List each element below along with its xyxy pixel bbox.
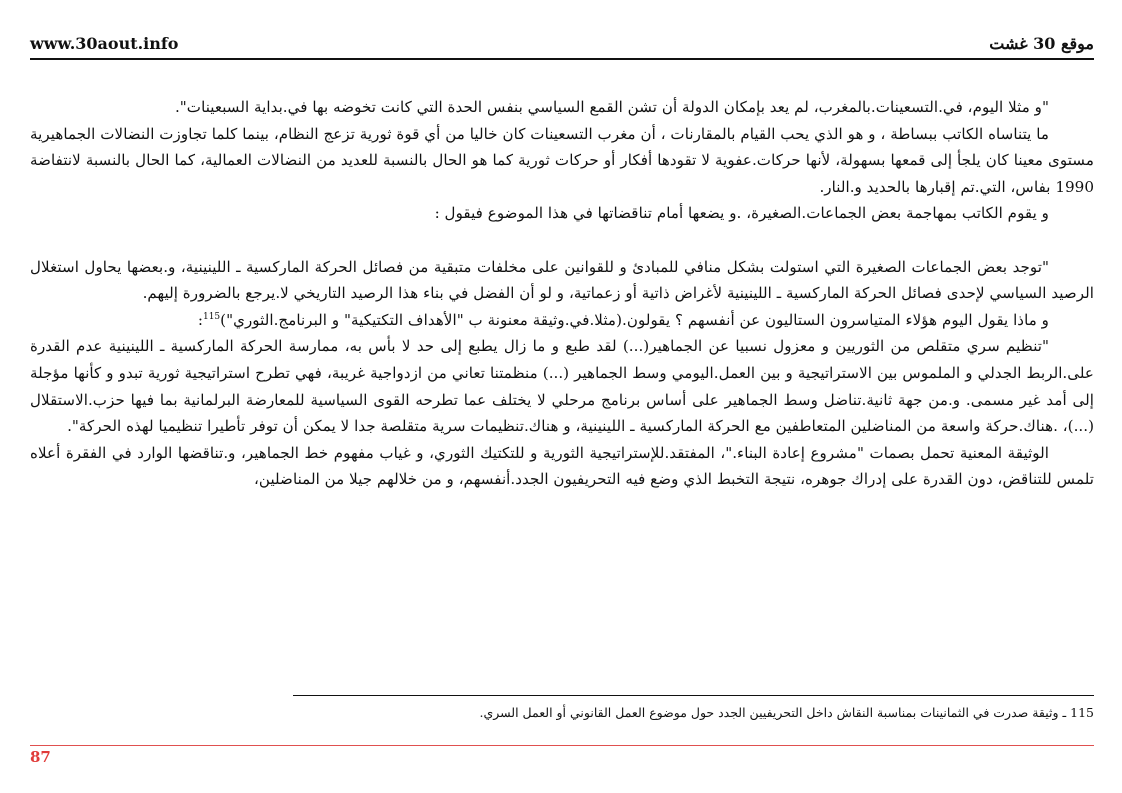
paragraph-6: "تنظيم سري متقلص من الثوريين و معزول نسبيا عن الجماهير(...) لقد طبع و ما زال يطبع إلى حد لا بأس به، ممارسة الحركة الماركسية ـ اللينينية عدم القدرة على.الربط الجدلي و الملموس بين الاستراتيجية و بين العمل.اليومي وسط الجماهير (...) منظمتنا تعاني من ازدواجية غريبة، فهي تطرح استراتيجية ثورية تبدو و كأنها مؤجلة إلى أمد غير مسمى. و.من جهة ثانية.تناضل وسط الجماهير على أساس برنامج مرحلي لا يختلف عما تطرحه القوى السياسية للمعارضة البرلمانية بما فيها حزب.الاستقلال (...)، .هناك.حركة واسعة من المناضلين المتعاطفين مع الحركة الماركسية ـ اللينينية، و هناك.تنظيمات سرية متقلصة جدا لا يمكن أن توفر تأطيرا تنظيميا لهذه الحركة". — [30, 337, 1094, 436]
site-name: موقع 30 غشت — [989, 34, 1094, 53]
paragraph-1: "و مثلا اليوم، في.التسعينات.بالمغرب، لم يعد بإمكان الدولة أن تشن القمع السياسي بنفس الحدة التي كانت تخوضه بها في.بداية السبعينات". — [174, 98, 1049, 116]
paragraph-7: الوثيقة المعنية تحمل بصمات "مشروع إعادة البناء."، المفتقد.للإستراتيجية الثورية و للتكتيك الثوري، و غياب مفهوم خط الجماهير، و.تناقضها الوارد في الفقرة أعلاه تلمس للتناقض، دون القدرة على إدراك جوهره، نتيجة التخبط الذي وضع فيه التحريفيون الجدد.أنفسهم، و من خلالهم جيلا من المناضلين، — [30, 443, 1094, 489]
paragraph-5-text: و ماذا يقول اليوم هؤلاء المتياسرون الستاليون عن أنفسهم ؟ يقولون.(مثلا.في.وثيقة معنونة ب "الأهداف التكتيكية" و البرنامج.الثوري") — [220, 310, 1049, 329]
footnote-divider — [293, 695, 1094, 696]
paragraph-3: و يقوم الكاتب بمهاجمة بعض الجماعات.الصغيرة، .و يضعها أمام تناقضاتها في هذا الموضوع فيقول : — [434, 204, 1049, 223]
footnote-reference[interactable]: 115 — [202, 311, 221, 322]
paragraph-2: ما يتناساه الكاتب ببساطة ، و هو الذي يحب القيام بالمقارنات ، أن مغرب التسعينات كان خاليا من أي قوة ثورية تزعج النظام، بينما كلما تجاوزت النضالات الجماهيرية مستوى معينا كان يلجأ إلى قمعها بسهولة، لأنها حركات.عفوية لا تقودها أفكار أو حركات ثورية كما هو الحال بالنسبة للعديد من النضالات العمالية، كما الحال بالنسبة لانتفاضة 1990 بفاس، التي.تم إقبارها بالحديد و.النار. — [30, 124, 1094, 196]
site-url: www.30aout.info — [30, 34, 179, 53]
page-number: 87 — [30, 748, 51, 766]
footer-divider — [30, 745, 1094, 746]
footnote: 115 ـ وثيقة صدرت في الثمانينات بمناسبة النقاش داخل التحريفيين الجدد حول موضوع العمل القانوني أو العمل السري. — [479, 705, 1094, 720]
header-divider — [30, 58, 1094, 60]
body-text — [30, 94, 1094, 493]
paragraph-spacer — [30, 227, 1094, 254]
page-header — [30, 0, 1094, 58]
paragraph-5-colon: : — [197, 310, 203, 329]
paragraph-4: "توجد بعض الجماعات الصغيرة التي استولت بشكل منافي للمبادئ و للقوانين على مخلفات متبقية من فصائل الحركة الماركسية ـ اللينينية، و.بعضها يحاول استغلال الرصيد السياسي لإحدى فصائل الحركة الماركسية ـ اللينينية لأغراض ذاتية أو زعماتية، و لو أن الفضل في بناء هذا الرصيد التاريخي لا.يرجع بالضرورة إليهم. — [30, 257, 1094, 303]
paragraph-5 — [30, 307, 1094, 334]
